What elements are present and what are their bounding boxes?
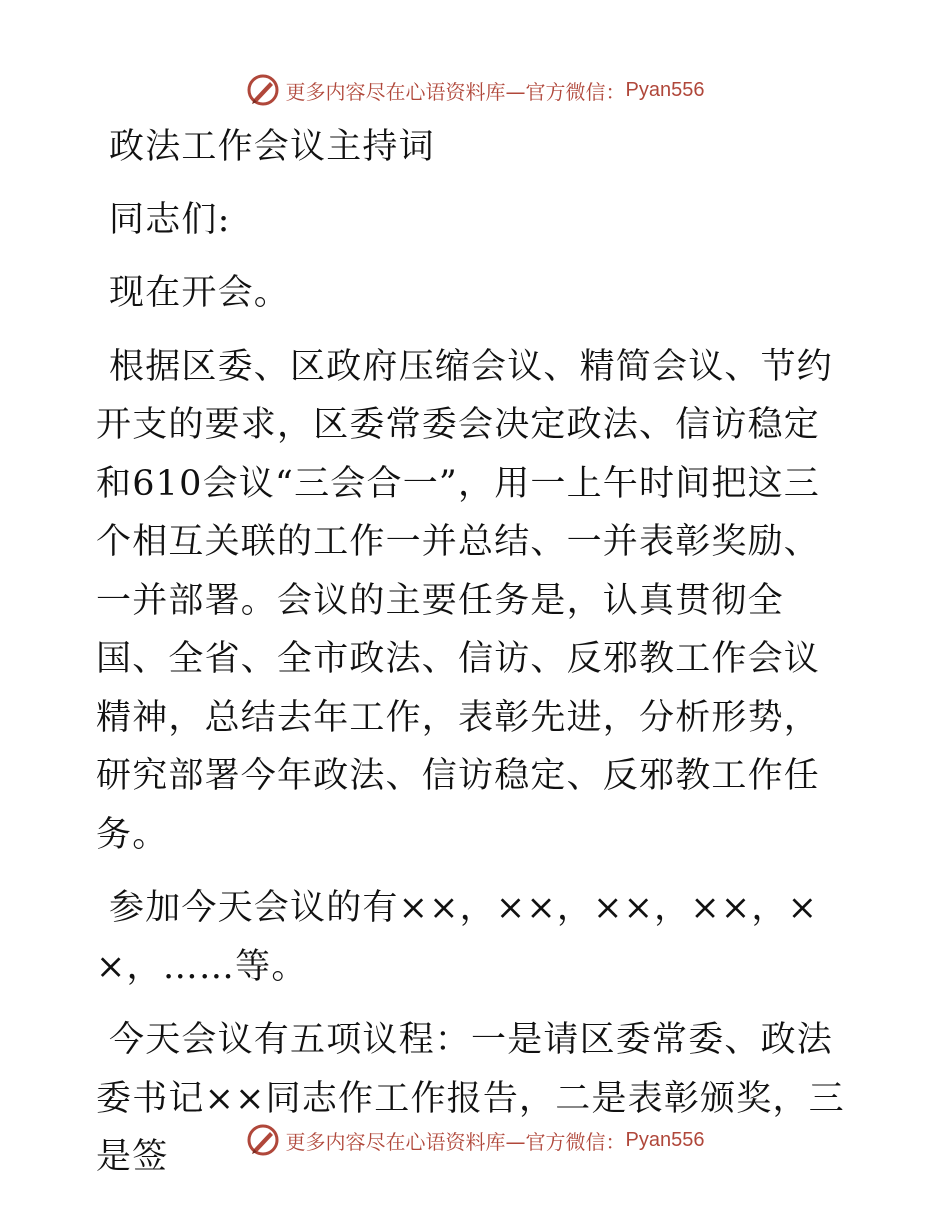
opening-line: 现在开会。 bbox=[109, 273, 291, 313]
header-banner-text: 更多内容尽在心语资料库—官方微信： bbox=[285, 79, 626, 104]
document-title: 政法工作会议主持词 bbox=[109, 127, 435, 167]
pen-logo-icon bbox=[246, 73, 280, 107]
paragraph-agenda: 今天会议有五项议程：一是请区委常委、政法委书记××同志作工作报告，二是表彰颁奖，三是签 bbox=[96, 1020, 845, 1177]
footer-banner bbox=[0, 1120, 950, 1160]
pen-logo-icon bbox=[246, 1123, 280, 1157]
header-banner-handle: Pyan556 bbox=[625, 78, 705, 101]
paragraph-attendees: 参加今天会议的有××，××，××，××，××，……等。 bbox=[96, 888, 819, 987]
document-body bbox=[96, 118, 856, 1202]
footer-banner-text: 更多内容尽在心语资料库—官方微信： bbox=[285, 1129, 626, 1154]
footer-banner-handle: Pyan556 bbox=[625, 1128, 705, 1151]
greeting: 同志们: bbox=[109, 199, 231, 240]
header-banner bbox=[0, 70, 950, 110]
paragraph-meeting-purpose: 根据区委、区政府压缩会议、精简会议、节约开支的要求，区委常委会决定政法、信访稳定和610会议“三会合一”，用一上午时间把这三个相互关联的工作一并总结、一并表彰奖励、一并部署。会议的主要任务是，认真贯彻全国、全省、全市政法、信访、反邪教工作会议精神，总结去年工作，表彰先进，分析形势，研究部署今年政法、信访稳定、反邪教工作任务。 bbox=[96, 346, 834, 855]
